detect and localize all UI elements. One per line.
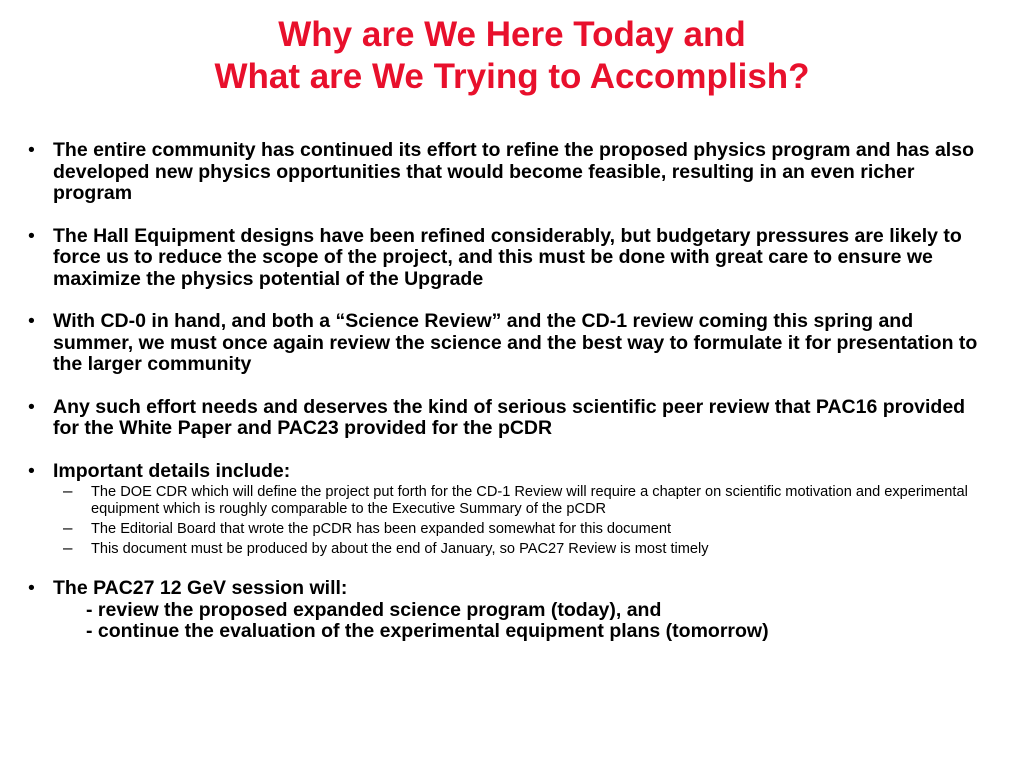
bullet-item-6 (22, 578, 992, 643)
bullet-text: The Hall Equipment designs have been refined considerably, but budgetary pressures are likely to force us to reduce the scope of the project, and this must be done with great care to ensure we maximize the physics potential of the Upgrade (53, 224, 962, 290)
dash-glyph: – (63, 537, 73, 557)
bullet-list (22, 140, 992, 664)
dash-glyph: – (63, 517, 73, 537)
sub-list (53, 481, 992, 557)
bullet-text: The PAC27 12 GeV session will: (53, 577, 348, 599)
sub-item-text: This document must be produced by about the end of January, so PAC27 Review is most timely (91, 540, 709, 557)
session-line-2: - continue the evaluation of the experimental equipment plans (tomorrow) (86, 620, 769, 642)
bullet-item-1 (22, 140, 992, 205)
sub-item-2 (53, 517, 992, 538)
bullet-text: The entire community has continued its effort to refine the proposed physics program and has also developed new physics opportunities that would become feasible, resulting in an even richer program (53, 139, 974, 204)
bullet-text: Any such effort needs and deserves the kind of serious scientific peer review that PAC16 provided for the White Paper and PAC23 provided for the pCDR (53, 395, 966, 439)
sub-item-3 (53, 537, 992, 558)
sub-item-text: The Editorial Board that wrote the pCDR has been expanded somewhat for this document (91, 520, 672, 537)
bullet-glyph: • (28, 139, 35, 161)
slide-title (0, 14, 1024, 98)
sub-item-text: The DOE CDR which will define the project put forth for the CD-1 Review will require a chapter on scientific motivation and experimental equipment which is roughly comparable to the Executive Summary of the pCDR (91, 484, 968, 517)
bullet-text: With CD-0 in hand, and both a “Science Review” and the CD-1 review coming this spring and summer, we must once again review the science and the best way to formulate it for presentation to the larger community (53, 310, 978, 375)
bullet-glyph: • (28, 310, 35, 332)
sub-item-1 (53, 481, 992, 517)
bullet-glyph: • (28, 459, 35, 482)
title-line-2: What are We Trying to Accomplish? (214, 57, 810, 96)
bullet-text: Important details include: (53, 459, 291, 482)
bullet-glyph: • (28, 224, 35, 247)
bullet-item-2 (22, 226, 992, 291)
bullet-item-3 (22, 311, 992, 376)
session-line-1: - review the proposed expanded science program (today), and (86, 598, 662, 621)
bullet-glyph: • (28, 577, 35, 599)
bullet-glyph: • (28, 395, 35, 418)
title-line-1: Why are We Here Today and (278, 15, 746, 54)
bullet-item-4 (22, 397, 992, 440)
dash-glyph: – (63, 481, 73, 500)
bullet-item-5 (22, 461, 992, 558)
